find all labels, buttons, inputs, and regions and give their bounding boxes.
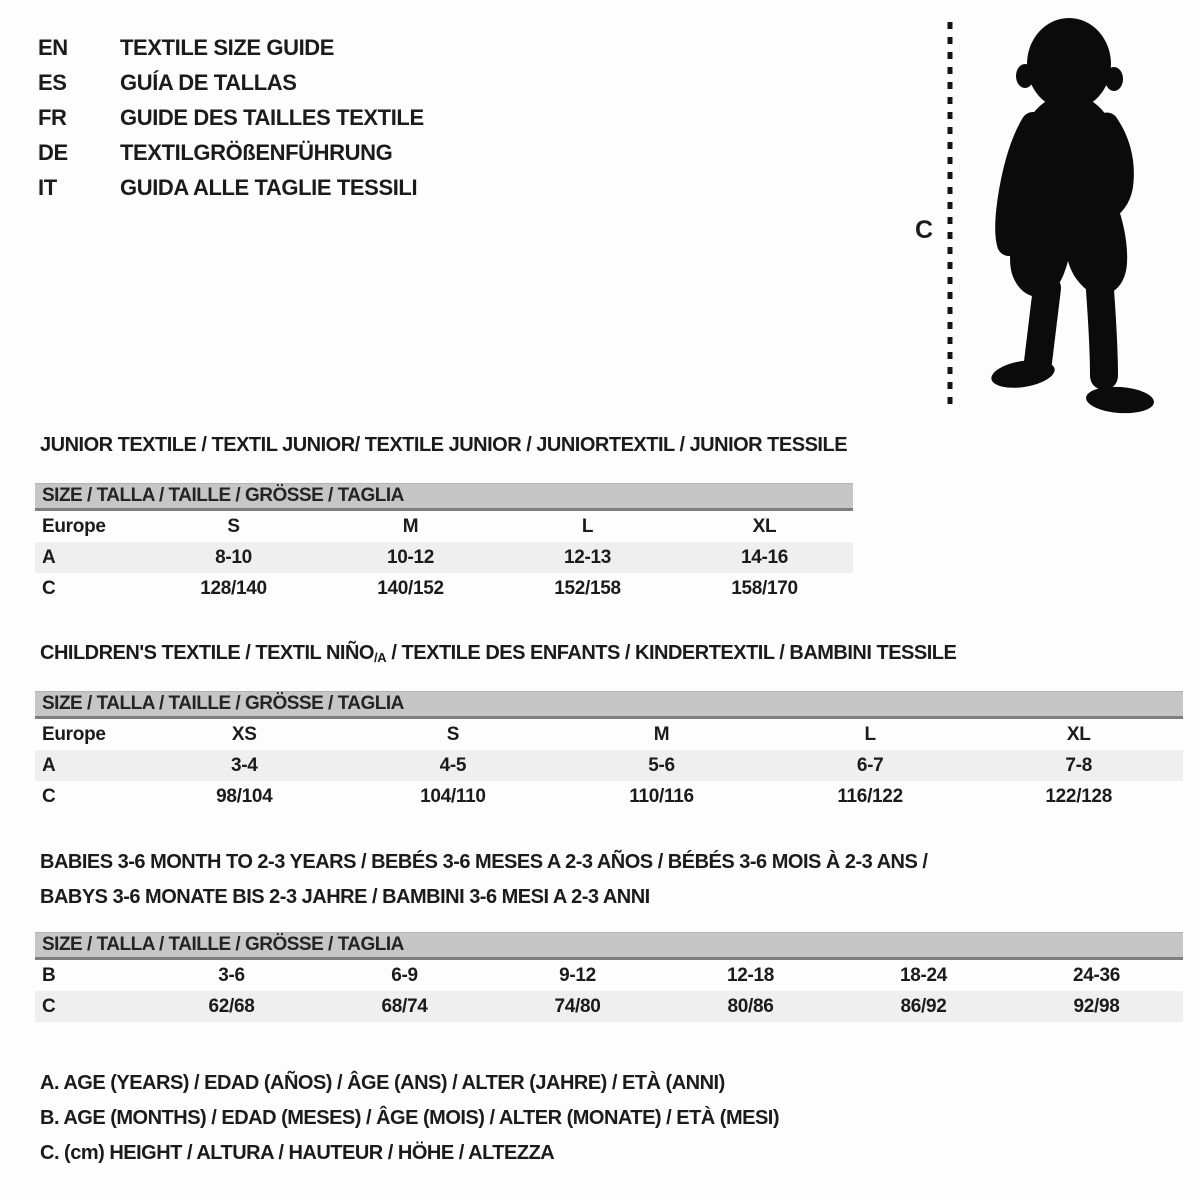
table-row-europe [35, 719, 1183, 750]
age-cell: 10-12 [386, 547, 435, 568]
height-cell: 110/116 [629, 786, 694, 807]
row-label: Europe [42, 516, 106, 537]
size-cell: XS [231, 724, 257, 745]
children-section-title [40, 642, 956, 665]
age-cell: 12-13 [563, 547, 612, 568]
measure-c-label: C [915, 216, 934, 244]
lang-title: TEXTILGRÖßENFÜHRUNG [120, 139, 393, 165]
size-cell: S [227, 516, 240, 537]
height-cell: 158/170 [731, 578, 798, 599]
lang-row-fr [38, 100, 424, 135]
lang-code: ES [38, 69, 67, 95]
lang-code: IT [38, 174, 57, 200]
babies-title-line2: BABYS 3-6 MONATE BIS 2-3 JAHRE / BAMBINI 3-6 MESI A 2-3 ANNI [40, 886, 650, 908]
row-label: Europe [42, 724, 106, 745]
lang-row-es [38, 65, 424, 100]
language-title-list [38, 30, 424, 205]
lang-code: FR [38, 104, 67, 130]
row-label: C [42, 578, 56, 599]
table-row-height [35, 573, 853, 604]
height-cell: 104/110 [420, 786, 486, 807]
table-row-height [35, 781, 1183, 812]
table-row-europe [35, 511, 853, 542]
height-cell: 62/68 [208, 996, 255, 1017]
age-cell: 3-4 [231, 755, 258, 776]
babies-title-line1: BABIES 3-6 MONTH TO 2-3 YEARS / BEBÉS 3-6 MESES A 2-3 AÑOS / BÉBÉS 3-6 MOIS À 2-3 ANS / [40, 851, 928, 873]
lang-title: GUIDA ALLE TAGLIE TESSILI [120, 174, 418, 200]
height-cell: 80/86 [727, 996, 774, 1017]
lang-title: TEXTILE SIZE GUIDE [120, 34, 335, 60]
legend-age-years: A. AGE (YEARS) / EDAD (AÑOS) / ÂGE (ANS) / ALTER (JAHRE) / ETÀ (ANNI) [40, 1072, 725, 1094]
legend-age-months: B. AGE (MONTHS) / EDAD (MESES) / ÂGE (MOIS) / ALTER (MONATE) / ETÀ (MESI) [40, 1107, 780, 1129]
age-cell: 14-16 [740, 547, 789, 568]
table-row-age [35, 542, 853, 573]
junior-section-title: JUNIOR TEXTILE / TEXTIL JUNIOR/ TEXTILE JUNIOR / JUNIORTEXTIL / JUNIOR TESSILE [40, 434, 848, 456]
height-cell: 140/152 [377, 578, 444, 599]
toddler-silhouette [989, 18, 1154, 415]
row-label: C [42, 996, 56, 1017]
table-row-age [35, 750, 1183, 781]
height-cell: 98/104 [216, 786, 273, 807]
size-cell: XL [1066, 724, 1091, 745]
lang-title: GUÍA DE TALLAS [120, 69, 297, 95]
months-cell: 9-12 [559, 965, 596, 986]
row-label: B [42, 965, 56, 986]
size-cell: L [864, 724, 876, 745]
age-cell: 7-8 [1065, 755, 1092, 776]
months-cell: 18-24 [899, 965, 948, 986]
months-cell: 24-36 [1072, 965, 1121, 986]
height-cell: 68/74 [381, 996, 428, 1017]
size-cell: XL [752, 516, 777, 537]
size-cell: M [653, 724, 670, 745]
size-cell: M [402, 516, 419, 537]
height-measure-figure [905, 8, 1195, 422]
row-label: A [42, 547, 56, 568]
measure-legend [40, 1066, 779, 1171]
age-cell: 5-6 [648, 755, 675, 776]
junior-size-table [35, 483, 853, 604]
height-cell: 86/92 [900, 996, 947, 1017]
row-label: A [42, 755, 56, 776]
children-title-part: CHILDREN'S TEXTILE / TEXTIL NIÑO [40, 642, 374, 664]
height-cell: 122/128 [1045, 786, 1112, 807]
age-cell: 6-7 [856, 755, 884, 776]
height-cell: 116/122 [837, 786, 903, 807]
table-row-months [35, 960, 1183, 991]
months-cell: 3-6 [218, 965, 245, 986]
age-cell: 8-10 [215, 547, 252, 568]
babies-size-table [35, 932, 1183, 1022]
lang-row-en [38, 30, 424, 65]
lang-row-it [38, 170, 424, 205]
height-cell: 92/98 [1073, 996, 1120, 1017]
lang-code: EN [38, 34, 68, 60]
children-title-sub: /A [373, 650, 387, 665]
children-title-part: / TEXTILE DES ENFANTS / KINDERTEXTIL / BAMBINI TESSILE [386, 642, 957, 664]
children-size-table [35, 691, 1183, 812]
toddler-silhouette-graphic [935, 8, 1195, 422]
size-cell: L [581, 516, 594, 537]
age-cell: 4-5 [439, 755, 467, 776]
size-header-bar: SIZE / TALLA / TAILLE / GRÖSSE / TAGLIA [35, 483, 853, 511]
lang-title: GUIDE DES TAILLES TEXTILE [120, 104, 424, 130]
size-cell: S [446, 724, 460, 745]
row-label: C [42, 786, 56, 807]
months-cell: 6-9 [391, 965, 418, 986]
height-cell: 74/80 [554, 996, 601, 1017]
legend-height-cm: C. (cm) HEIGHT / ALTURA / HAUTEUR / HÖHE / ALTEZZA [40, 1142, 555, 1164]
size-header-bar: SIZE / TALLA / TAILLE / GRÖSSE / TAGLIA [35, 932, 1183, 960]
size-header-bar: SIZE / TALLA / TAILLE / GRÖSSE / TAGLIA [35, 691, 1183, 719]
lang-row-de [38, 135, 424, 170]
height-cell: 152/158 [554, 578, 621, 599]
height-cell: 128/140 [200, 578, 267, 599]
table-row-height [35, 991, 1183, 1022]
months-cell: 12-18 [726, 965, 775, 986]
babies-section-title [40, 845, 927, 915]
lang-code: DE [38, 139, 68, 165]
